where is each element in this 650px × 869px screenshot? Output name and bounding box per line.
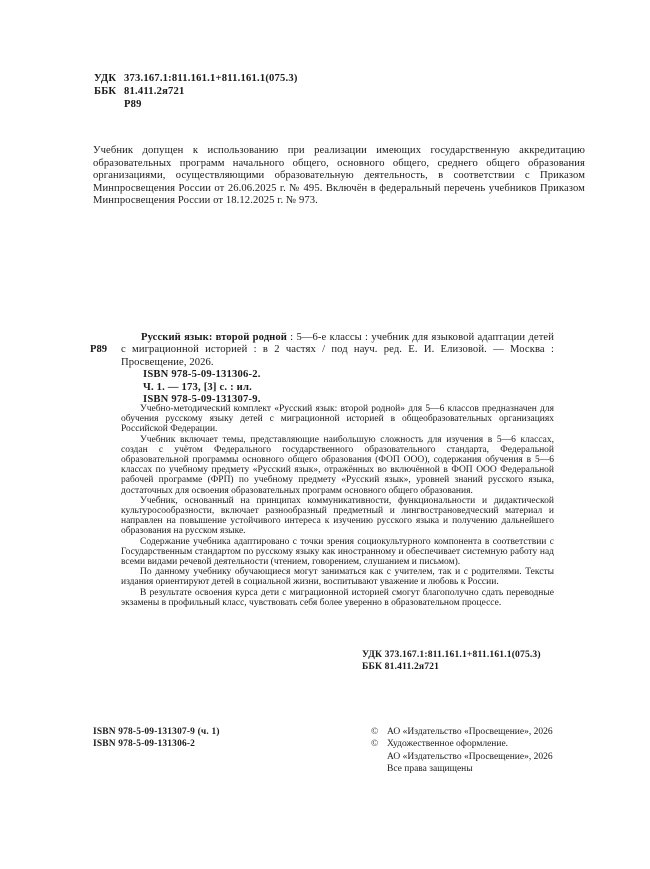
bib-description (121, 332, 554, 369)
bbk-code-row (94, 85, 298, 98)
annotation-paragraph: Учебно-методический комплект «Русский язык: второй родной» для 5—6 классов предназначен для обучения русскому языку детей с миграционной историей в общеобразовательных организациях Российской Федерации. (121, 404, 554, 435)
bib-author-sign: Р89 (90, 344, 108, 356)
author-sign: Р89 (124, 99, 142, 110)
annotation-block (121, 404, 554, 608)
copyright-symbol: © (371, 739, 379, 750)
bottom-classification-codes (362, 649, 541, 672)
bottom-udk-line: УДК 373.167.1:811.161.1+811.161.1(075.3) (362, 649, 541, 660)
copyright-line: Все права защищены (387, 763, 473, 774)
annotation-paragraph: Содержание учебника адаптировано с точки зрения социокультурного компонента в соответствии с Государственным стандартом по русскому языку как иностранному и обеспечивает системную работу над всеми видами речевой деятельности (чтением, говорением, слушанием и письмом). (121, 536, 554, 568)
annotation-paragraph: В результате освоения курса дети с миграционной историей смогут благополучно сдать переводные экзамены в профильный класс, чувствовать себя более уверенно в образовательном процессе. (121, 587, 554, 608)
footer-isbn-line-2: ISBN 978-5-09-131306-2 (93, 739, 196, 750)
author-sign-row (94, 98, 298, 111)
bbk-label: ББК (94, 86, 117, 97)
isbn-line-2: ISBN 978-5-09-131307-9. (143, 394, 261, 406)
footer-isbn-block (93, 726, 220, 751)
admission-paragraph: Учебник допущен к использованию при реализации имеющих государственную аккредитацию образовательных программ начального общего, основного общего, среднего общего образования организациями, осуществляющими образовательную деятельность, в соответствии с Приказом Минпросвещения России от 26.06.2025 г. № 495. Включён в федеральный перечень учебников Приказом Минпросвещения России от 18.12.2025 г. № 973. (93, 145, 585, 206)
annotation-paragraph: Учебник включает темы, представляющие наибольшую сложность для изучения в 5—6 классах, создан с учётом Федерального государственного образовательного стандарта, Федеральной образовательной программы основного общего образования (ФОП ООО), содержания обучения в 5—6 классах по учебному предмету «Русский язык», отражённых во включённой в ФОП ООО Федеральной рабочей программе (ФРП) по учебному предмету «Русский язык», уровней знаний русского языка, достаточных для освоения образовательных программ основного общего образования. (121, 434, 554, 496)
part-line: Ч. 1. — 173, [3] с. : ил. (143, 381, 252, 393)
udk-value: 373.167.1:811.161.1+811.161.1(075.3) (124, 73, 298, 84)
bib-description-rest: : 5—6-е классы : учебник для языковой адаптации детей с миграционной историей : в 2 частях / под науч. ред. Е. И. Елизовой. — Москва : Просвещение, 2026. (121, 332, 554, 368)
copyright-line: Художественное оформление. (387, 739, 509, 750)
udk-label: УДК (94, 73, 117, 84)
copyright-line: АО «Издательство «Просвещение», 2026 (387, 751, 553, 762)
udk-code-row (94, 72, 298, 85)
footer-isbn-line-1: ISBN 978-5-09-131307-9 (ч. 1) (93, 727, 220, 737)
bibliographic-entry (90, 332, 554, 406)
footer-copyright-block (371, 726, 553, 775)
annotation-paragraph: Учебник, основанный на принципах коммуникативности, функциональности и дидактической культуросообразности, включает разнообразный предметный и лингвострановедческий материал и направлен на повышение устойчивого интереса к изучению русского языка и получению дальнейшего образования на русском языке. (121, 495, 554, 537)
bib-imprint-lines (143, 369, 554, 406)
copyright-line: АО «Издательство «Просвещение», 2026 (387, 727, 553, 737)
copyright-entry (371, 726, 553, 738)
isbn-line-1: ISBN 978-5-09-131306-2. (143, 369, 261, 381)
copyright-symbol: © (371, 727, 379, 737)
bottom-bbk-line: ББК 81.411.2я721 (362, 660, 440, 672)
bbk-value: 81.411.2я721 (124, 86, 185, 97)
copyright-entry (371, 738, 553, 775)
book-title: Русский язык: второй родной (141, 332, 287, 343)
top-classification-codes (94, 72, 298, 111)
annotation-paragraph: По данному учебнику обучающиеся могут заниматься как с учителем, так и с родителями. Тексты издания ориентируют детей в социальной жизни, воспитывают уважение и любовь к России. (121, 567, 554, 588)
